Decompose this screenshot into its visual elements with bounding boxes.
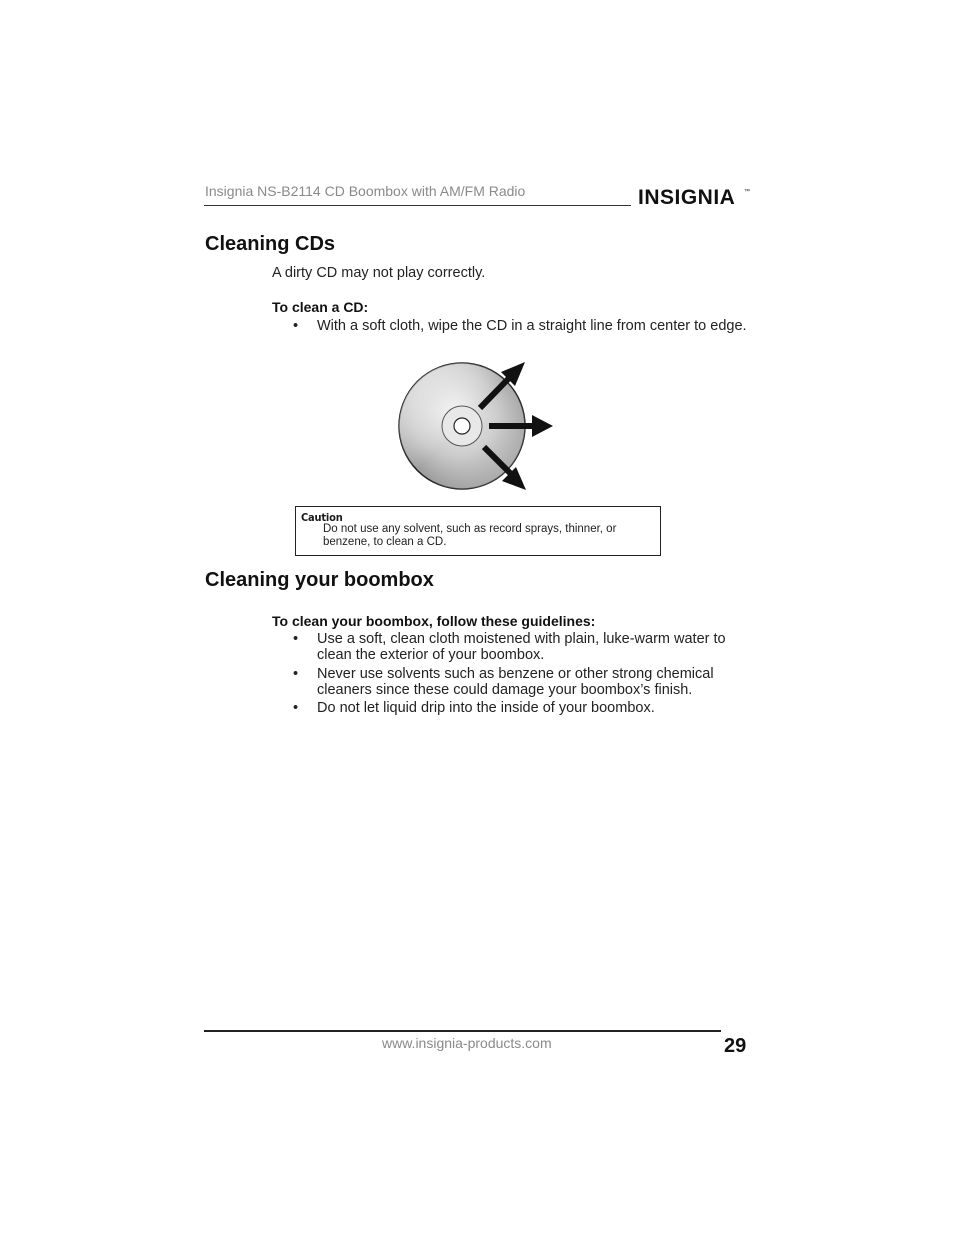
list-item-text: Never use solvents such as benzene or other strong chemical cleaners since these could damage your boombox’s finish. (317, 666, 714, 698)
intro-text: A dirty CD may not play correctly. (272, 265, 486, 281)
header-rule (204, 205, 631, 206)
cd-wiping-illustration (396, 358, 558, 499)
insignia-logo (638, 184, 752, 213)
bullet-symbol: • (293, 666, 299, 682)
caution-title: Caution (301, 511, 343, 524)
procedure-subhead: To clean a CD: (272, 299, 369, 315)
running-header-title: Insignia NS-B2114 CD Boombox with AM/FM Radio (205, 183, 526, 199)
caution-text: Do not use any solvent, such as record sprays, thinner, or benzene, to clean a CD. (323, 523, 617, 548)
svg-text:™: ™ (744, 189, 750, 195)
page-number: 29 (724, 1035, 747, 1057)
list-item-text: With a soft cloth, wipe the CD in a straight line from center to edge. (317, 318, 747, 334)
bullet-symbol: • (293, 631, 299, 647)
section-heading-cleaning-boombox: Cleaning your boombox (205, 569, 434, 591)
guidelines-subhead: To clean your boombox, follow these guidelines: (272, 613, 596, 629)
svg-text:INSIGNIA: INSIGNIA (638, 186, 736, 208)
bullet-symbol: • (293, 318, 299, 334)
footer-rule (204, 1030, 721, 1032)
section-heading-cleaning-cds: Cleaning CDs (205, 233, 336, 255)
caution-box (295, 506, 661, 556)
bullet-symbol: • (293, 700, 299, 716)
list-item-text: Use a soft, clean cloth moistened with plain, luke-warm water to clean the exterior of your boombox. (317, 631, 726, 663)
footer-website-url: www.insignia-products.com (382, 1035, 552, 1051)
list-item-text: Do not let liquid drip into the inside of your boombox. (317, 700, 655, 716)
